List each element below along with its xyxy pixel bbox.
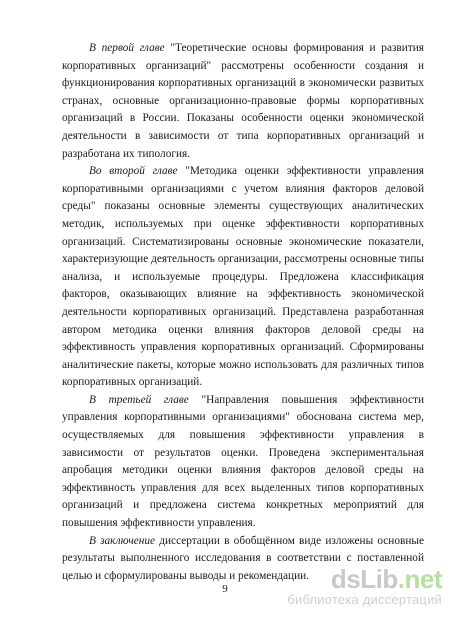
logo-net: .net	[397, 564, 442, 594]
logo-lib: Lib	[360, 564, 398, 594]
logo-ds: ds	[330, 564, 361, 594]
chapter-3-lead: В третьей главе	[89, 393, 189, 406]
watermark	[287, 565, 442, 607]
chapter-2-lead: Во второй главе	[89, 165, 178, 178]
chapter-2-text: "Методика оценки эффективности управления корпоративными организациями с учетом влияния факторов деловой среды" показаны основные элементы существующих аналитических методик, используемых при оценке эффективности корпоративных организаций. Систематизированы основные экономические показатели, характеризующие деятельность организации, рассмотрены основные типы анализа, и используемые процедуры. Предложена классификация факторов, оказывающих влияние на эффективность экономической деятельности корпоративных организаций. Представлена разработанная автором методика оценки влияния факторов деловой среды на эффективность управления корпоративных организаций. Сформированы аналитические пакеты, которые можно использовать для различных типов корпоративных организаций.	[62, 165, 424, 389]
chapter-1-text: "Теоретические основы формирования и развития корпоративных организаций" рассмотрены особенности создания и функционирования корпоративных организаций в экономически развитых странах, основные организационно-правовые формы корпоративных организаций в России. Показаны особенности оценки экономической деятельности в зависимости от типа корпоративных организаций и разработана их типология.	[62, 42, 424, 160]
chapter-1-lead: В первой главе	[89, 42, 165, 54]
paragraph-chapter-3	[62, 392, 424, 533]
watermark-subtitle: библиотека диссертаций	[287, 592, 442, 607]
paragraph-chapter-2	[62, 163, 424, 392]
chapter-3-text: "Направления повышения эффективности управления корпоративными организациями" обоснована система мер, осуществляемых для повышения эффективности управления в зависимости от результатов оценки. Проведена экспериментальная апробация методики оценки влияния факторов деловой среды на эффективность управления для всех выделенных типов корпоративных организаций и предложена система конкретных мероприятий для повышения эффективности управления.	[62, 393, 424, 530]
conclusion-lead: В заключение	[89, 534, 156, 547]
page-number: 9	[222, 583, 228, 595]
paragraph-chapter-1	[62, 40, 424, 163]
body-text	[62, 40, 424, 585]
conclusion-text: диссертации в обобщённом виде изложены основные результаты выполненного исследования в соответствии с поставленной целью и сформулированы выводы и рекомендации.	[62, 534, 424, 582]
watermark-logo	[287, 565, 442, 593]
